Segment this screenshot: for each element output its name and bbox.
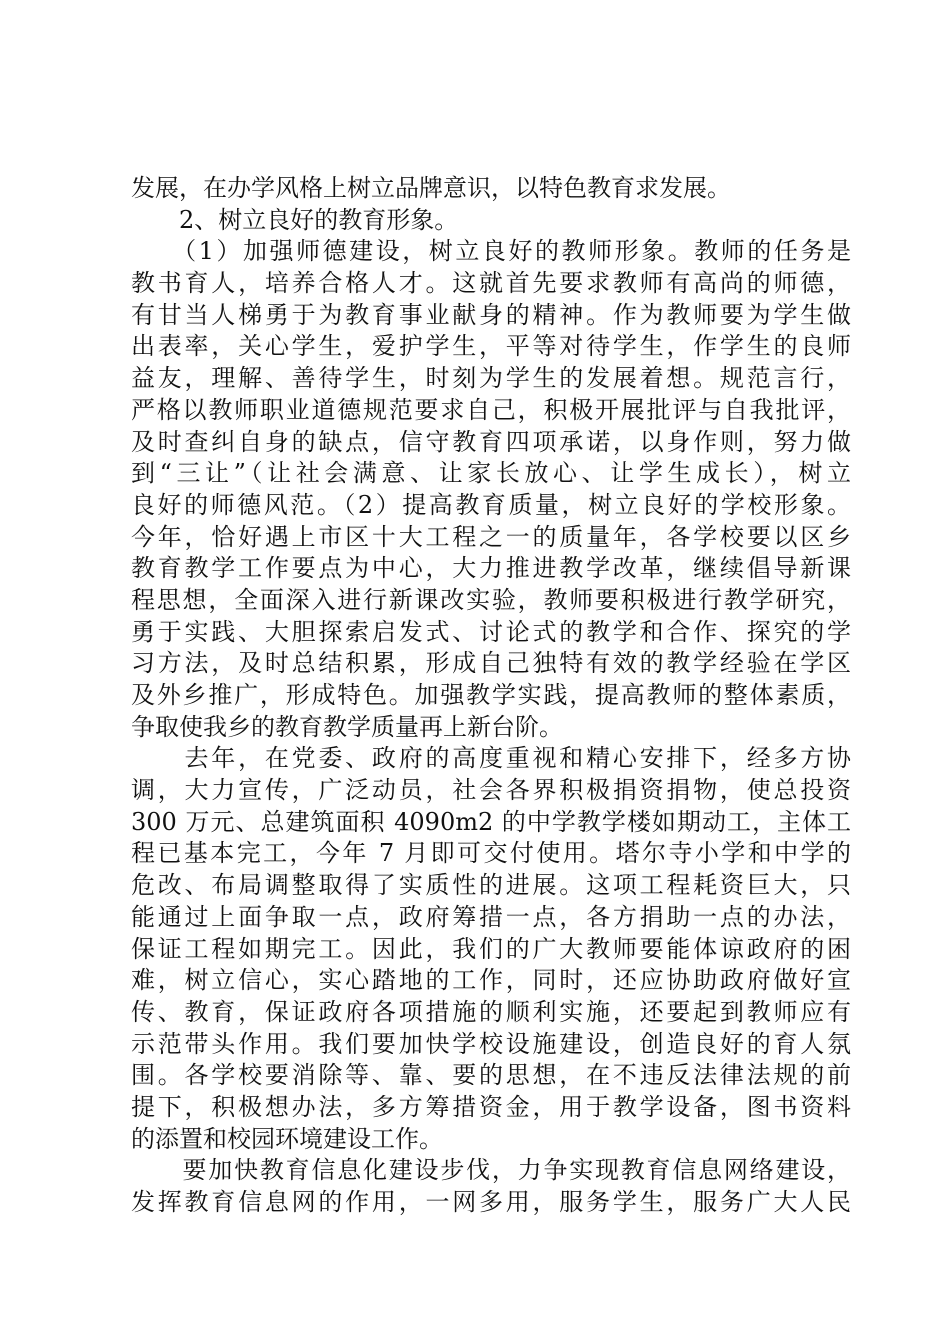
text-line: 调，大力宣传，广泛动员，社会各界积极捐资捐物，使总投资 xyxy=(131,776,851,805)
text-line: 程思想，全面深入进行新课改实验，教师要积极进行教学研究， xyxy=(131,585,851,614)
text-line: 程已基本完工，今年 7 月即可交付使用。塔尔寺小学和中学的 xyxy=(131,839,851,868)
text-line: 难，树立信心，实心踏地的工作，同时，还应协助政府做好宣 xyxy=(131,966,851,995)
text-line: 良好的师德风范。（2）提高教育质量，树立良好的学校形象。 xyxy=(131,490,851,519)
text-line: 及外乡推广，形成特色。加强教学实践，提高教师的整体素质， xyxy=(131,681,851,709)
text-line: 示范带头作用。我们要加快学校设施建设，创造良好的育人氛 xyxy=(131,1029,851,1058)
text-line: 有甘当人梯勇于为教育事业献身的精神。作为教师要为学生做 xyxy=(131,300,851,329)
text-line: 危改、布局调整取得了实质性的进展。这项工程耗资巨大，只 xyxy=(131,871,851,900)
text-line: 严格以教师职业道德规范要求自己，积极开展批评与自我批评， xyxy=(131,395,851,424)
text-line: 保证工程如期完工。因此，我们的广大教师要能体谅政府的困 xyxy=(131,934,851,963)
text-line: 争取使我乡的教育教学质量再上新台阶。 xyxy=(131,712,563,741)
text-line: 出表率，关心学生，爱护学生，平等对待学生，作学生的良师 xyxy=(131,332,851,361)
text-line: （1）加强师德建设，树立良好的教师形象。教师的任务是 xyxy=(131,237,851,266)
text-line: 提下，积极想办法，多方筹措资金，用于教学设备，图书资料 xyxy=(131,1092,851,1121)
text-line: 发展，在办学风格上树立品牌意识，以特色教育求发展。 xyxy=(131,174,731,202)
document-body xyxy=(131,173,851,1219)
text-line: 去年，在党委、政府的高度重视和精心安排下，经多方协 xyxy=(131,744,851,773)
text-line: 发挥教育信息网的作用，一网多用，服务学生，服务广大人民 xyxy=(131,1188,851,1216)
text-line: 2、树立良好的教育形象。 xyxy=(131,205,459,234)
text-line: 传、教育，保证政府各项措施的顺利实施，还要起到教师应有 xyxy=(131,997,851,1026)
text-line: 能通过上面争取一点，政府筹措一点，各方捐助一点的办法， xyxy=(131,902,851,931)
text-line: 教书育人，培养合格人才。这就首先要求教师有高尚的师德， xyxy=(131,269,851,298)
text-line: 及时查纠自身的缺点，信守教育四项承诺，以身作则，努力做 xyxy=(131,427,851,456)
text-line: 勇于实践、大胆探索启发式、讨论式的教学和合作、探究的学 xyxy=(131,617,851,646)
text-line: 习方法，及时总结积累，形成自己独特有效的教学经验在学区 xyxy=(131,649,851,678)
text-line: 到“三让”（让社会满意、让家长放心、让学生成长），树立 xyxy=(131,459,851,488)
text-line: 围。各学校要消除等、靠、要的思想，在不违反法律法规的前 xyxy=(131,1061,851,1090)
text-line: 教育教学工作要点为中心，大力推进教学改革，继续倡导新课 xyxy=(131,554,851,583)
text-line: 300 万元、总建筑面积 4090m2 的中学教学楼如期动工，主体工 xyxy=(131,807,851,836)
text-line: 今年，恰好遇上市区十大工程之一的质量年，各学校要以区乡 xyxy=(131,522,851,551)
text-line: 要加快教育信息化建设步伐，力争实现教育信息网络建设， xyxy=(131,1156,851,1185)
text-line: 的添置和校园环境建设工作。 xyxy=(131,1124,443,1153)
text-line: 益友，理解、善待学生，时刻为学生的发展着想。规范言行， xyxy=(131,364,851,393)
